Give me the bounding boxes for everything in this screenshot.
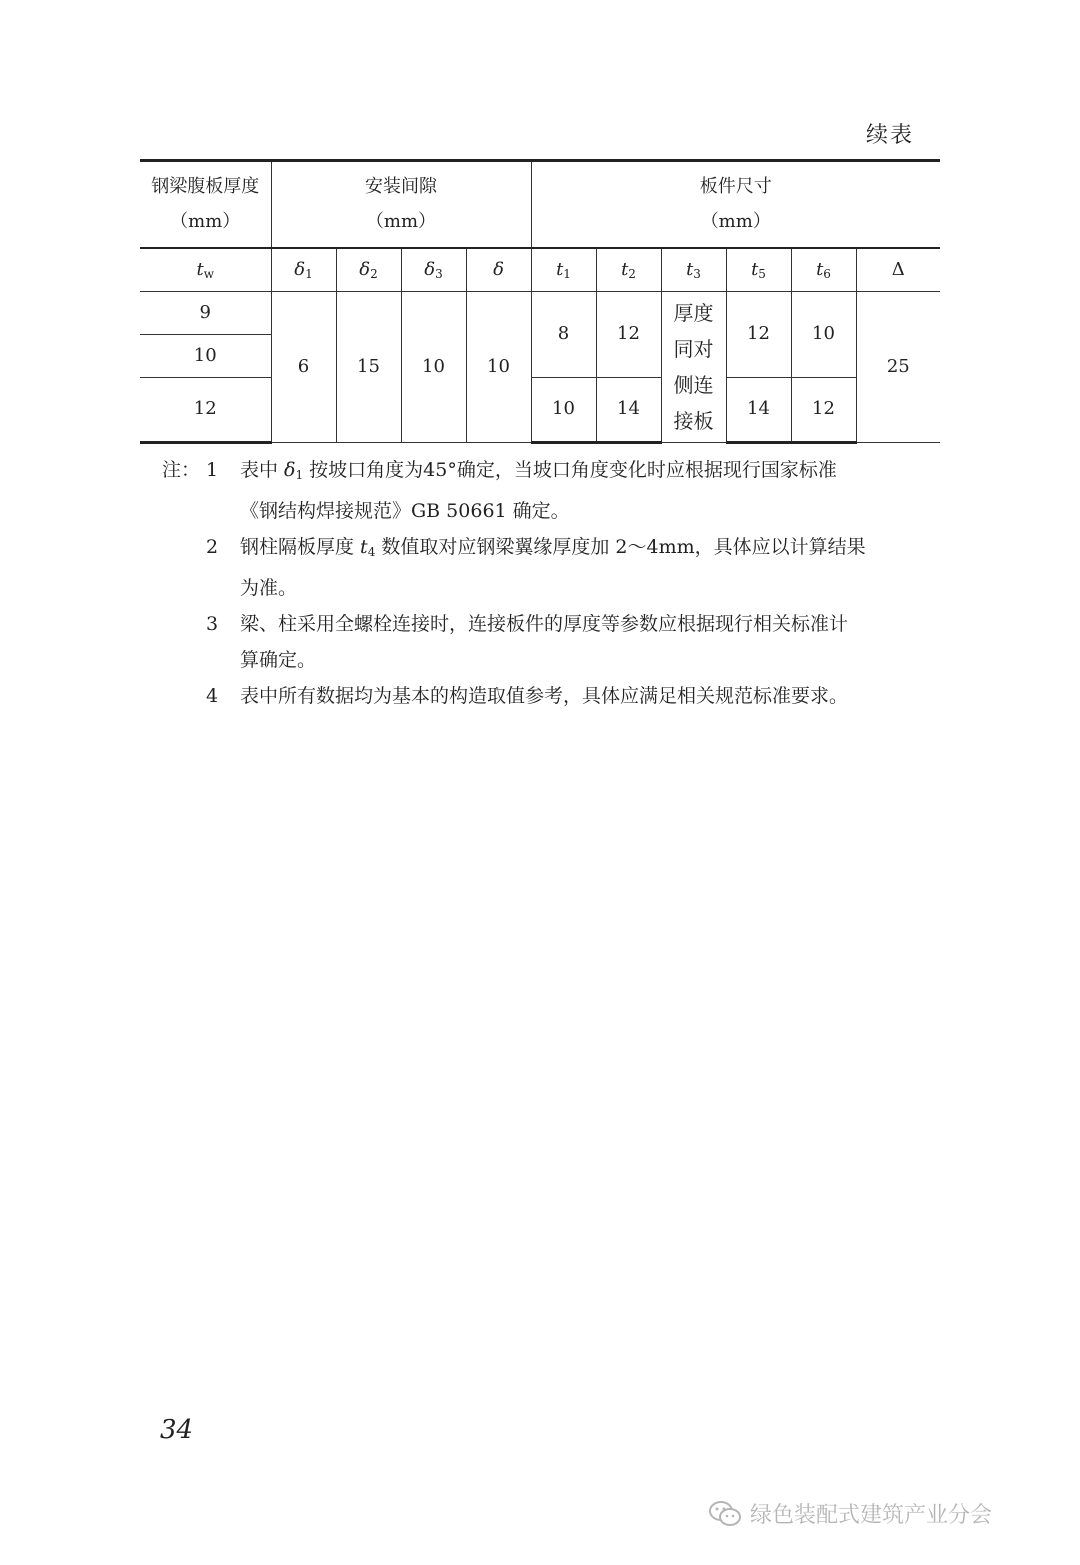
symbol-base: δ [359,258,371,280]
plate-size-table [140,159,940,444]
symbol-delta: Δ [856,248,940,292]
symbol-t5 [726,248,791,292]
note-symbol: t [360,536,368,558]
t3-line-1: 厚度 [673,301,714,325]
note-text-part: 钢柱隔板厚度 [240,536,361,558]
cell-t1-a: 8 [531,292,596,378]
t3-line-3: 侧连 [673,373,714,397]
note-symbol-sub: 4 [367,545,376,559]
wechat-icon [708,1500,742,1528]
symbol-tw [140,248,271,292]
symbol-t1 [531,248,596,292]
note-text [240,606,942,678]
symbol-t3 [661,248,726,292]
symbol-sub: 2 [628,266,636,281]
cell-t1-b: 10 [531,378,596,443]
symbol-base: δ [294,258,306,280]
note-number: 2 [206,536,219,558]
note-3 [162,606,942,678]
t3-line-4: 接板 [673,409,714,433]
notes-label: 注： [162,459,201,481]
cell-t2-a: 12 [596,292,661,378]
t3-line-2: 同对 [673,337,714,361]
cell-tw-10: 10 [140,335,271,378]
cell-t6-b: 12 [791,378,856,443]
table-notes [162,452,942,714]
cell-t2-b: 14 [596,378,661,443]
symbol-t6 [791,248,856,292]
table-header-row [140,161,940,249]
web-thickness-header [140,161,271,249]
symbol-sub: 2 [370,266,378,281]
symbol-d2 [336,248,401,292]
cell-t5-a: 12 [726,292,791,378]
cell-t3 [661,292,726,443]
note-text-part: 算确定。 [240,649,317,671]
symbol-base: t [751,258,759,280]
symbol-base: t [816,258,824,280]
note-spacer [162,678,206,714]
cell-delta: 25 [856,292,940,443]
symbol-d [466,248,531,292]
watermark [708,1498,992,1529]
note-text: 表中所有数据均为基本的构造取值参考，具体应满足相关规范标准要求。 [240,685,849,707]
page-number: 34 [160,1415,194,1445]
plate-unit: （mm） [700,210,771,232]
symbol-d1 [271,248,336,292]
web-thickness-unit: （mm） [170,210,241,232]
symbol-row [140,248,940,292]
symbol-base: t [556,258,564,280]
note-symbol-sub: 1 [295,468,304,482]
cell-d3: 10 [401,292,466,443]
note-text-part: 表中 [240,459,285,481]
cell-d: 10 [466,292,531,443]
table-row [140,378,940,443]
note-text-part: 梁、柱采用全螺栓连接时，连接板件的厚度等参数应根据现行相关标准计 [240,613,849,635]
symbol-t2 [596,248,661,292]
note-1 [162,452,942,529]
plate-title: 板件尺寸 [699,176,772,198]
continued-table-label: 续表 [866,123,915,148]
note-number: 3 [206,613,219,635]
cell-d2: 15 [336,292,401,443]
note-number: 4 [206,685,219,707]
symbol-sub: w [203,266,214,281]
cell-tw-9: 9 [140,292,271,335]
symbol-base: t [686,258,694,280]
cell-d1: 6 [271,292,336,443]
symbol-base: δ [424,258,436,280]
note-2 [162,529,942,606]
note-spacer [162,606,206,678]
note-spacer [162,529,206,606]
symbol-base: δ [493,258,504,280]
watermark-text: 绿色装配式建筑产业分会 [750,1503,993,1528]
note-text-part: 数值取对应钢梁翼缘厚度加 2～4mm，具体应以计算结果 [375,536,866,558]
note-text-part: 为准。 [240,577,298,599]
note-text-part: 《钢结构焊接规范》GB 50661 确定。 [240,500,570,522]
note-text-part: 按坡口角度为45°确定，当坡口角度变化时应根据现行国家标准 [303,459,837,481]
gap-header [271,161,531,249]
symbol-sub: 6 [823,266,831,281]
symbol-base: t [621,258,629,280]
note-text [240,452,942,529]
gap-unit: （mm） [365,210,437,232]
symbol-sub: 1 [305,266,313,281]
symbol-sub: 3 [435,266,443,281]
plate-header [531,161,940,249]
note-4 [162,678,942,714]
symbol-sub: 1 [563,266,571,281]
symbol-sub: 3 [693,266,701,281]
symbol-base: t [196,258,204,280]
symbol-d3 [401,248,466,292]
table-row [140,292,940,335]
cell-t6-a: 10 [791,292,856,378]
web-thickness-title: 钢梁腹板厚度 [151,176,260,198]
cell-tw-12: 12 [140,378,271,443]
symbol-sub: 5 [758,266,766,281]
cell-t5-b: 14 [726,378,791,443]
gap-title: 安装间隙 [365,176,437,198]
note-number: 1 [206,459,219,481]
note-symbol: δ [284,459,296,481]
note-text [240,529,942,606]
